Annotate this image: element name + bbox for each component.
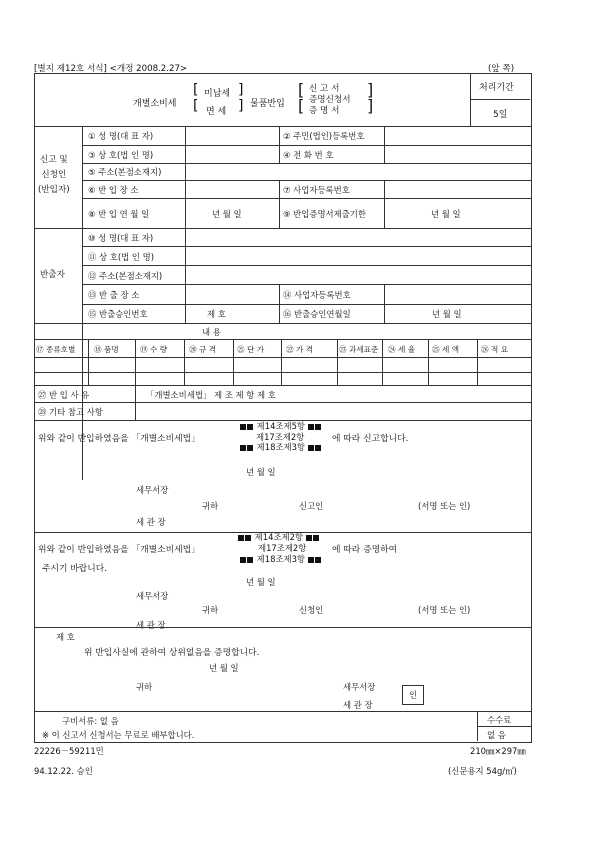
other-notes-input[interactable] (140, 406, 526, 418)
approval-date: 94.12.22. 승인 (34, 766, 93, 776)
field-regno-label: ② 주민(법인)등록번호 (283, 131, 365, 141)
import-reason-value[interactable]: 「개별소비세법」 제 조 제 항 제 호 (146, 390, 276, 400)
field-phone-input[interactable] (390, 149, 526, 161)
processing-period-label: 처리기간 (479, 83, 514, 93)
field-shipper-bizno-input[interactable] (390, 289, 526, 301)
col-product-name: ⑱ 품명 (94, 345, 119, 354)
field-shipper-bizno-label: ⑭ 사업자등록번호 (283, 290, 351, 300)
field-address-label: ⑤ 주소(본점소재지) (88, 167, 162, 177)
form-code: 22226－59211민 (34, 746, 104, 756)
field-phone-label: ④ 전 화 번 호 (283, 150, 334, 160)
col-tax-amount: ㉕ 세 액 (432, 345, 460, 354)
field-address-input[interactable] (190, 166, 526, 178)
col-tax-rate: ㉔ 세 율 (388, 345, 416, 354)
field-shipping-place-label: ⑬ 반 출 장 소 (88, 290, 140, 300)
field-import-place-input[interactable] (190, 184, 276, 196)
col-tax-base: ㉓ 과세표준 (339, 345, 379, 354)
field-shipper-company-input[interactable] (190, 251, 526, 263)
col-remarks: ㉖ 적 요 (481, 345, 509, 354)
col-quantity: ⑲ 수 량 (140, 345, 168, 354)
field-regno-input[interactable] (390, 130, 526, 142)
field-name-input[interactable] (190, 130, 276, 142)
field-bizno-label: ⑦ 사업자등록번호 (283, 185, 350, 195)
declarant-signature[interactable]: (서명 또는 인) (418, 501, 471, 511)
field-shipping-place-input[interactable] (190, 289, 276, 301)
form-number: [별지 제12호 서식] <개정 2008.2.27> (34, 64, 188, 74)
field-import-date-label: ⑧ 반 입 연 월 일 (88, 209, 150, 219)
shipper-section-label: 반출자 (40, 270, 65, 280)
field-shipping-approval-date-input[interactable]: 년 월 일 (432, 309, 462, 319)
field-shipper-name-input[interactable] (190, 232, 526, 244)
field-shipping-approval-no-input[interactable]: 제 호 (207, 309, 226, 319)
field-import-date-input[interactable]: 년 월 일 (212, 209, 242, 219)
required-documents: 구비서류: 없 음 (62, 716, 119, 726)
import-reason-label: ㉗ 반 입 사 유 (38, 390, 90, 400)
applicant-signature[interactable]: (서명 또는 인) (418, 605, 471, 615)
field-shipping-approval-date-label: ⑯ 반출승인연월일 (283, 309, 351, 319)
field-shipper-address-input[interactable] (190, 270, 526, 282)
col-price: ㉒ 가 격 (286, 345, 314, 354)
items-heading: 내 용 (202, 327, 221, 337)
paper-size: 210㎜×297㎜ (470, 746, 526, 756)
col-unit-price: ㉑ 단 가 (237, 345, 265, 354)
field-cert-deadline-input[interactable]: 년 월 일 (431, 209, 461, 219)
declarant-section-label: 신고 및 신청인 (반입자) (38, 155, 70, 195)
fee-label: 수수료 (487, 715, 512, 725)
field-shipper-name-label: ⑩ 성 명(대 표 자) (88, 233, 154, 243)
field-company-input[interactable] (190, 149, 276, 161)
fee-value: 없 음 (487, 730, 506, 740)
field-name-label: ① 성 명(대 표 자) (88, 131, 154, 141)
col-spec: ⑳ 규 격 (189, 345, 217, 354)
free-distribution-note: ※ 이 신고서 신청서는 무료로 배부합니다. (42, 730, 195, 740)
field-cert-deadline-label: ⑨ 반입증명서제출기한 (283, 209, 366, 219)
processing-period-value: 5일 (493, 110, 508, 120)
page-side-label: (앞 쪽) (488, 64, 515, 74)
field-shipper-company-label: ⑪ 상 호(법 인 명) (88, 252, 155, 262)
field-shipper-address-label: ⑫ 주소(본점소재지) (88, 271, 163, 281)
field-import-place-label: ⑥ 반 입 장 소 (88, 185, 139, 195)
field-shipping-approval-no-label: ⑮ 반출승인번호 (88, 309, 148, 319)
col-type-no: ⑰ 종류호별 (36, 345, 76, 354)
field-bizno-input[interactable] (390, 184, 526, 196)
paper-type: (신문용지 54g/㎡) (448, 766, 517, 776)
official-seal: 인 (402, 685, 424, 705)
other-notes-label: ㉘ 기타 참고 사항 (38, 407, 103, 417)
field-company-label: ③ 상 호(법 인 명) (88, 150, 154, 160)
